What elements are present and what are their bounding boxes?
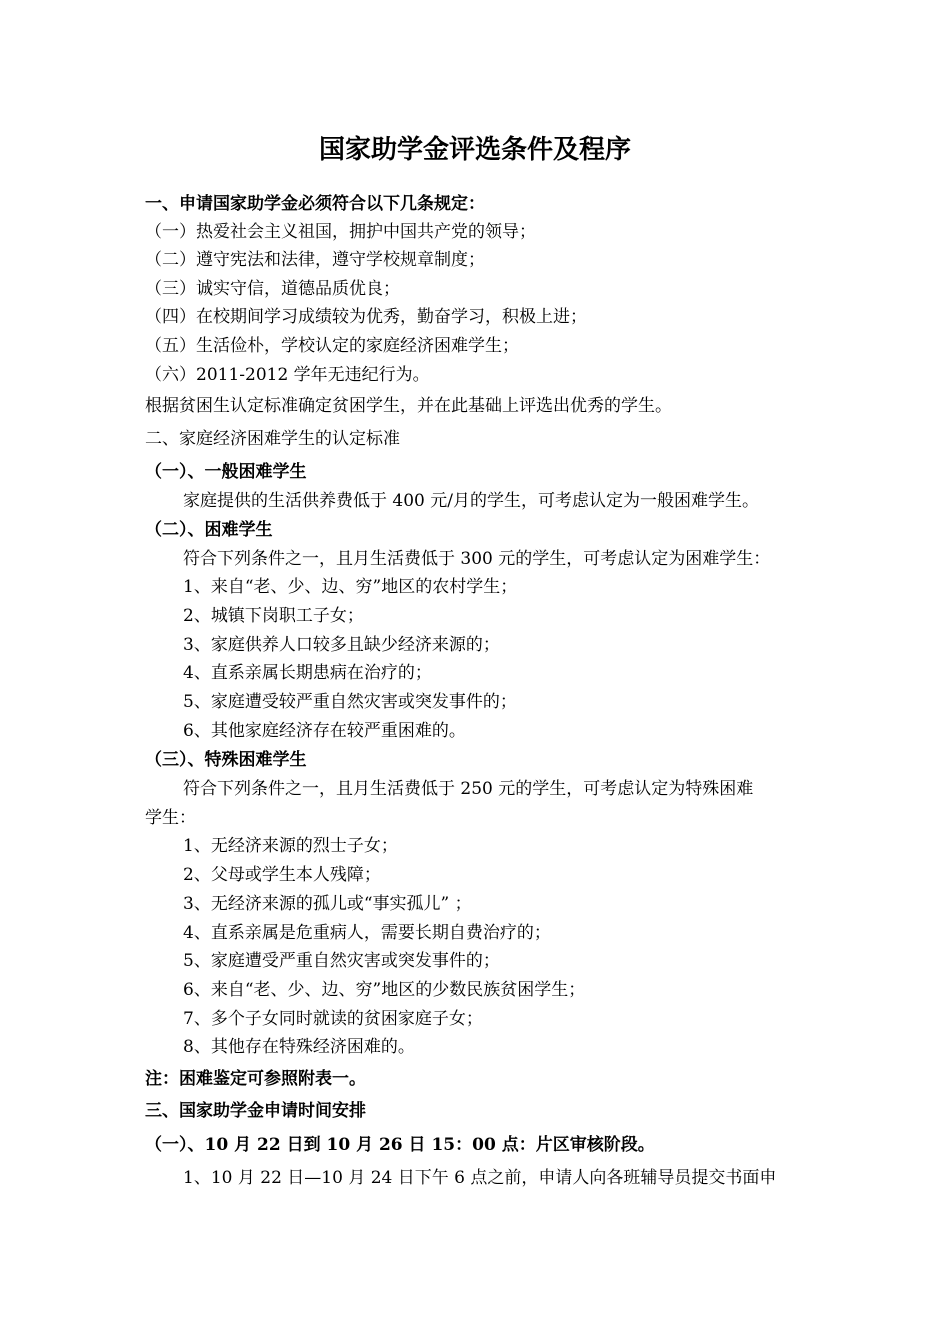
section-heading: 三、国家助学金申请时间安排 — [145, 1101, 366, 1121]
list-item: （四）在校期间学习成绩较为优秀，勤奋学习，积极上进； — [145, 307, 587, 327]
subsection-heading: （一）、一般困难学生 — [145, 462, 307, 482]
list-item: 2、城镇下岗职工子女； — [183, 606, 364, 626]
section-heading: 一、申请国家助学金必须符合以下几条规定： — [145, 194, 485, 214]
list-item: 1、来自“老、少、边、穷”地区的农村学生； — [183, 577, 518, 597]
paragraph: 符合下列条件之一，且月生活费低于 300 元的学生，可考虑认定为困难学生： — [183, 549, 771, 569]
note: 注：困难鉴定可参照附表一。 — [145, 1069, 366, 1089]
list-item: 3、无经济来源的孤儿或“事实孤儿” ； — [183, 894, 472, 914]
list-item: 5、家庭遭受较严重自然灾害或突发事件的； — [183, 692, 517, 712]
list-item: （三）诚实守信，道德品质优良； — [145, 279, 400, 299]
list-item: 5、家庭遭受严重自然灾害或突发事件的； — [183, 951, 500, 971]
list-item: 4、直系亲属长期患病在治疗的； — [183, 663, 432, 683]
list-item: （五）生活俭朴，学校认定的家庭经济困难学生； — [145, 336, 519, 356]
paragraph: 符合下列条件之一，且月生活费低于 250 元的学生，可考虑认定为特殊困难 — [183, 779, 754, 799]
list-item: 4、直系亲属是危重病人，需要长期自费治疗的； — [183, 923, 551, 943]
list-item: （一）热爱社会主义祖国，拥护中国共产党的领导； — [145, 222, 536, 242]
list-item: 6、来自“老、少、边、穷”地区的少数民族贫困学生； — [183, 980, 586, 1000]
paragraph: 根据贫困生认定标准确定贫困学生，并在此基础上评选出优秀的学生。 — [145, 396, 672, 416]
list-item: 1、无经济来源的烈士子女； — [183, 836, 398, 856]
list-item: 3、家庭供养人口较多且缺少经济来源的； — [183, 635, 500, 655]
subsection-heading: （二）、困难学生 — [145, 520, 273, 540]
paragraph: 1、10 月 22 日—10 月 24 日下午 6 点之前，申请人向各班辅导员提交书面申 — [183, 1168, 777, 1188]
paragraph: 家庭提供的生活供养费低于 400 元/月的学生，可考虑认定为一般困难学生。 — [183, 491, 759, 511]
subsection-heading: （三）、特殊困难学生 — [145, 750, 307, 770]
section-heading: 二、家庭经济困难学生的认定标准 — [145, 429, 400, 449]
list-item: 7、多个子女同时就读的贫困家庭子女； — [183, 1009, 483, 1029]
list-item: （二）遵守宪法和法律，遵守学校规章制度； — [145, 250, 485, 270]
list-item: 2、父母或学生本人残障； — [183, 865, 381, 885]
page-title: 国家助学金评选条件及程序 — [318, 135, 631, 165]
list-item: 6、其他家庭经济存在较严重困难的。 — [183, 721, 466, 741]
list-item: 8、其他存在特殊经济困难的。 — [183, 1037, 415, 1057]
paragraph: 学生： — [145, 808, 196, 828]
list-item: （六）2011-2012 学年无违纪行为。 — [145, 365, 430, 385]
subsection-heading: （一）、10 月 22 日到 10 月 26 日 15：00 点：片区审核阶段。 — [145, 1135, 655, 1155]
